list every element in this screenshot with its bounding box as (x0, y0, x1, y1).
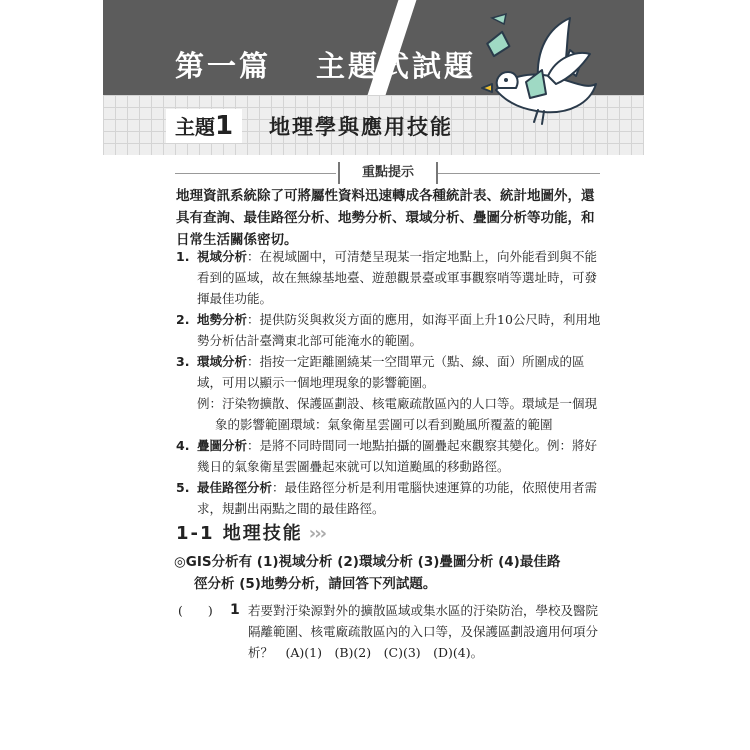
list-item (176, 435, 606, 477)
item-term: 環域分析 (197, 354, 248, 369)
key-points-label: 重點提示 (338, 162, 438, 184)
example-line-2: 象的影響範圍環域：氣象衛星雲圖可以看到颱風所覆蓋的範圍 (215, 417, 553, 432)
example-block (176, 393, 606, 435)
divider-right (438, 173, 600, 174)
topic-badge (166, 109, 242, 143)
item-text: ：在視域圖中，可清楚呈現某一指定地點上，向外能看到與不能看到的區域，故在無線基地臺、遊憩觀景臺或軍事觀察哨等選址時，可發揮最佳功能。 (197, 249, 598, 306)
part-title: 主題式試題 (316, 49, 477, 83)
answer-blank: ( ) (178, 603, 213, 618)
intro-paragraph: 地理資訊系統除了可將屬性資料迅速轉成各種統計表、統計地圖外，還具有查詢、最佳路徑分析、地勢分析、環域分析、疊圖分析等功能，和日常生活關係密切。 (176, 188, 595, 248)
key-points-header (175, 162, 600, 186)
list-item (176, 246, 606, 309)
topic-title: 地理學與應用技能 (269, 115, 453, 139)
item-term: 疊圖分析 (197, 438, 248, 453)
item-text: ：提供防災與救災方面的應用，如海平面上升10公尺時，利用地勢分析估計臺灣東北部可能淹水的範圍。 (197, 312, 601, 348)
item-term: 視域分析 (197, 249, 248, 264)
section-heading (176, 519, 325, 545)
question-text: 若要對汙染源對外的擴散區域或集水區的汙染防治，學校及醫院隔離範圍、核電廠疏散區內的入口等，及保護區劃設適用何項分析？ (A)(1) (B)(2) (C)(3) (D)(4)。 (248, 603, 599, 660)
dove-icon (478, 10, 608, 135)
item-text: ：指按一定距離圍繞某一空間單元（點、線、面）所圍成的區域，可用以顯示一個地理現象的影響範圍。 (197, 354, 585, 390)
example-line-1: 汙染物擴散、保護區劃設、核電廠疏散區內的人口等。環域是一個現 (222, 396, 598, 411)
topic-label: 主題 (174, 115, 215, 139)
item-term: 最佳路徑分析 (197, 480, 273, 495)
list-item (176, 351, 606, 393)
question-number: 1 (230, 602, 240, 618)
item-text: ：是將不同時間同一地點拍攝的圖疊起來觀察其變化。例：將好幾日的氣象衛星雲圖疊起來就可以知道颱風的移動路徑。 (197, 438, 598, 474)
item-number: 3. (176, 354, 190, 369)
list-item (176, 477, 606, 519)
divider-left (175, 173, 336, 174)
chevrons-icon: ››› (308, 523, 326, 544)
key-points-list (176, 246, 606, 519)
topic-number: 1 (214, 111, 234, 141)
item-number: 4. (176, 438, 190, 453)
example-prefix: 例： (197, 396, 223, 411)
list-item (176, 309, 606, 351)
gis-prompt (174, 551, 614, 595)
part-label: 第一篇 (175, 49, 272, 83)
gis-prompt-line-2: 徑分析 (5)地勢分析，請回答下列試題。 (194, 576, 437, 592)
gis-prompt-line-1: ◎GIS分析有 (1)視域分析 (2)環域分析 (3)疊圖分析 (4)最佳路 (174, 554, 561, 570)
item-number: 5. (176, 480, 190, 495)
item-number: 2. (176, 312, 190, 327)
section-title: 1-1 地理技能 (176, 523, 303, 544)
item-term: 地勢分析 (197, 312, 248, 327)
item-number: 1. (176, 249, 190, 264)
item-text: ：最佳路徑分析是利用電腦快速運算的功能，依照使用者需求，規劃出兩點之間的最佳路徑。 (197, 480, 598, 516)
